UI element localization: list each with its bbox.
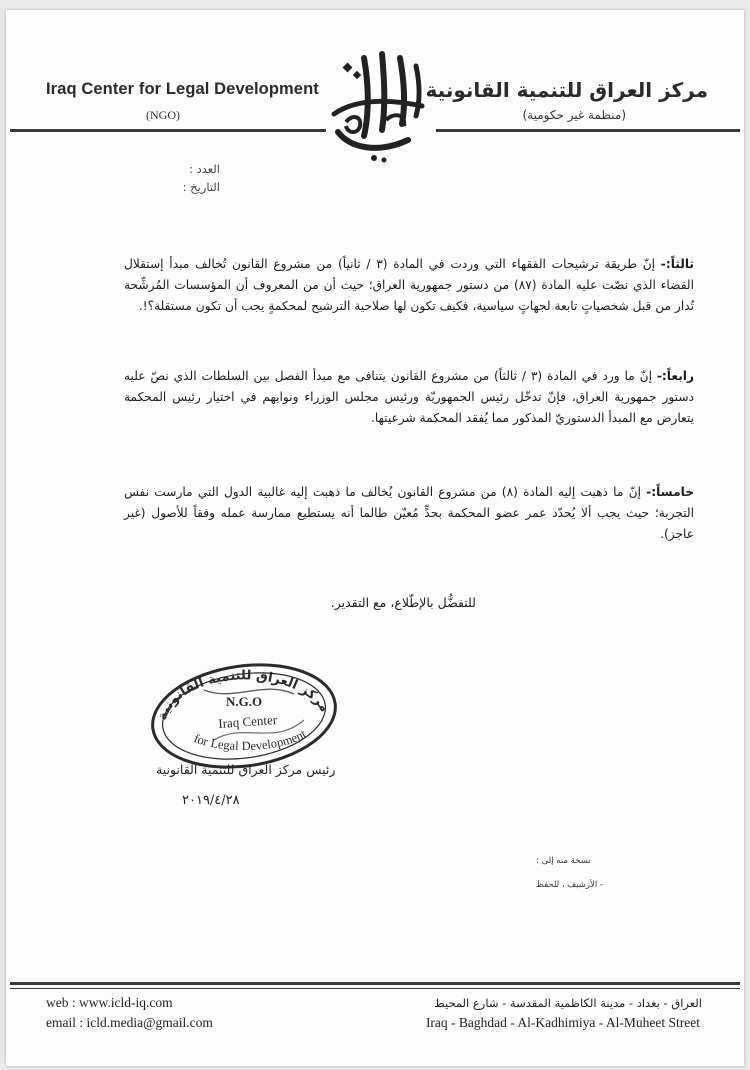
footer-address-arabic: العراق - بغداد - مدينة الكاظمية المقدسة - شارع المحيط [434, 996, 702, 1010]
header-rule-right [436, 129, 740, 132]
paragraph-fourth-lead: رابعاً:- [656, 369, 694, 383]
paragraph-fifth [124, 482, 694, 545]
copy-to-archive: - الأرشيف ، للحفظ [536, 880, 603, 890]
paragraph-fifth-lead: خامساً:- [646, 485, 694, 499]
letter-page [6, 10, 744, 1066]
copy-to-label: نسخة منه إلى : [536, 856, 591, 866]
stamp-legal-development-text: for Legal Development [192, 726, 309, 754]
svg-text:for Legal Development [192, 727, 309, 754]
stamp-ngo-text: N.G.O [225, 694, 263, 709]
stamp-iraq-center-text: Iraq Center [217, 711, 278, 732]
paragraph-fourth-text: إنّ ما ورد في المادة (٣ / ثالثاً) من مشروع القانون يتنافى مع مبدأ الفصل بين السلطات الذي نصّ عليه دستور جمهورية العراق، فإنّ تدخّل رئيس الجمهوريّة ورئيس مجلس الوزراء ونوابهم في اختيار رئيس المحكمة يتعارض مع المبدأ الدستوريّ المذكور مما يُفقد المحكمة شرعيتها. [124, 369, 694, 425]
org-type-arabic: (منظمة غير حكومية) [522, 108, 626, 122]
calligraphy-logo [324, 40, 436, 168]
org-type-english: (NGO) [146, 108, 180, 122]
footer-rule-thin [10, 988, 740, 989]
footer-email: email : icld.media@gmail.com [46, 1015, 213, 1030]
paragraph-fourth [124, 366, 694, 429]
paragraph-third [124, 254, 694, 317]
closing-line: للتفضُّل بالإطّلاع، مع التقدير. [330, 595, 476, 610]
footer-rule [10, 982, 740, 985]
footer-address-english: Iraq - Baghdad - Al-Kadhimiya - Al-Muheet Street [425, 1015, 700, 1030]
stamp-arabic-text: مركز العراق للتنمية القانونية [155, 668, 332, 723]
reference-date-label: التاريخ : [182, 180, 220, 194]
paragraph-fifth-text: إنّ ما ذهبت إليه المادة (٨) من مشروع القانون يُخالف ما ذهبت إليه غالبية الدول التي مارست نفس التجربة؛ حيث يجب ألا يُحدّد عمر عضو المحكمة بحدٍّ مُعيّن طالما أنه يستطيع ممارسة عمله وفقاً للأصول (غير عاجز). [124, 485, 694, 541]
organization-stamp [144, 650, 344, 770]
signatory-title: رئيس مركز العراق للتنمية القانونية [156, 762, 336, 777]
paragraph-third-lead: ثالثاً:- [660, 257, 694, 271]
reference-number-label: العدد : [189, 162, 220, 176]
signature-date: ٢٠١٩/٤/٢٨ [182, 793, 240, 808]
org-name-arabic: مركز العراق للتنمية القانونية [425, 78, 708, 102]
org-name-english: Iraq Center for Legal Development [46, 80, 319, 98]
paragraph-third-text: إنّ طريقة ترشيحات الفقهاء التي وردت في المادة (٣ / ثانياً) من مشروع القانون تُخالف مبدأ إستقلال القضاء الذي نصّت عليه المادة (٨٧) من دستور جمهورية العراق؛ حيث أن من المعروف أن المؤسسات المُرشِّحة تُدار من قبل شخصياتٍ تابعة لجهاتٍ سياسية، فكيف تكون لها صلاحية الترشيح لمحكمةٍ يجب أن تكون مستقلة؟!. [124, 257, 694, 313]
footer-website: web : www.icld-iq.com [46, 995, 173, 1010]
header-rule-left [10, 129, 326, 132]
